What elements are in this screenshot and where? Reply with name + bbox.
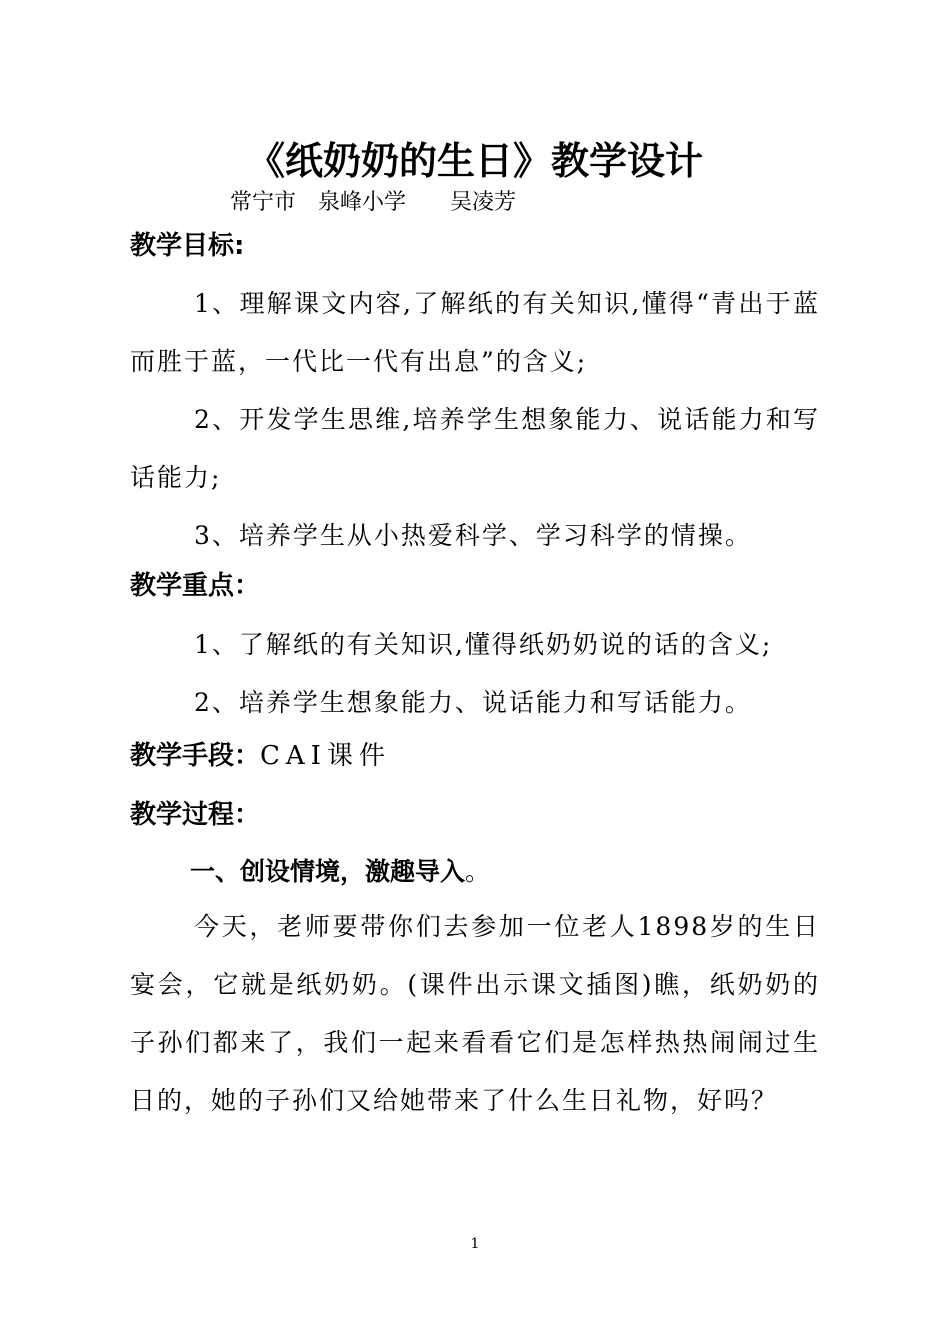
goals-heading: 教学目标:	[130, 231, 245, 261]
means-value: CAI课件	[260, 741, 391, 771]
document-title: 《纸奶奶的生日》教学设计	[246, 139, 703, 183]
process-step1-heading: 一、创设情境，激趣导入	[190, 857, 466, 886]
goal-item-2: 2、开发学生思维,培养学生想象能力、说话能力和写话能力;	[130, 405, 820, 492]
page-number: 1	[470, 1236, 480, 1252]
key-points-heading: 教学重点：	[130, 571, 261, 601]
process-step1-paragraph: 今天，老师要带你们去参加一位老人1898岁的生日宴会，它就是纸奶奶。(课件出示课文插图)瞧，纸奶奶的子孙们都来了，我们一起来看看它们是怎样热热闹闹过生日的，她的子孙们又给她带来了什么生日礼物，好吗？	[130, 912, 820, 1115]
goal-item-3: 3、培养学生从小热爱科学、学习科学的情操。	[194, 521, 752, 550]
means-heading: 教学手段：	[130, 741, 261, 771]
process-step1-heading-end: 。	[465, 857, 491, 886]
key-point-item-1: 1、了解纸的有关知识,懂得纸奶奶说的话的含义;	[194, 630, 773, 659]
means-line	[130, 736, 391, 776]
goal-item-1: 1、理解课文内容,了解纸的有关知识,懂得“青出于蓝而胜于蓝，一代比一代有出息”的含义;	[130, 289, 820, 376]
process-step1-line	[190, 852, 490, 892]
author-line: 常宁市 泉峰小学 吴凌芳	[230, 190, 517, 215]
process-heading: 教学过程：	[130, 800, 261, 830]
key-point-item-2: 2、培养学生想象能力、说话能力和写话能力。	[194, 688, 752, 717]
